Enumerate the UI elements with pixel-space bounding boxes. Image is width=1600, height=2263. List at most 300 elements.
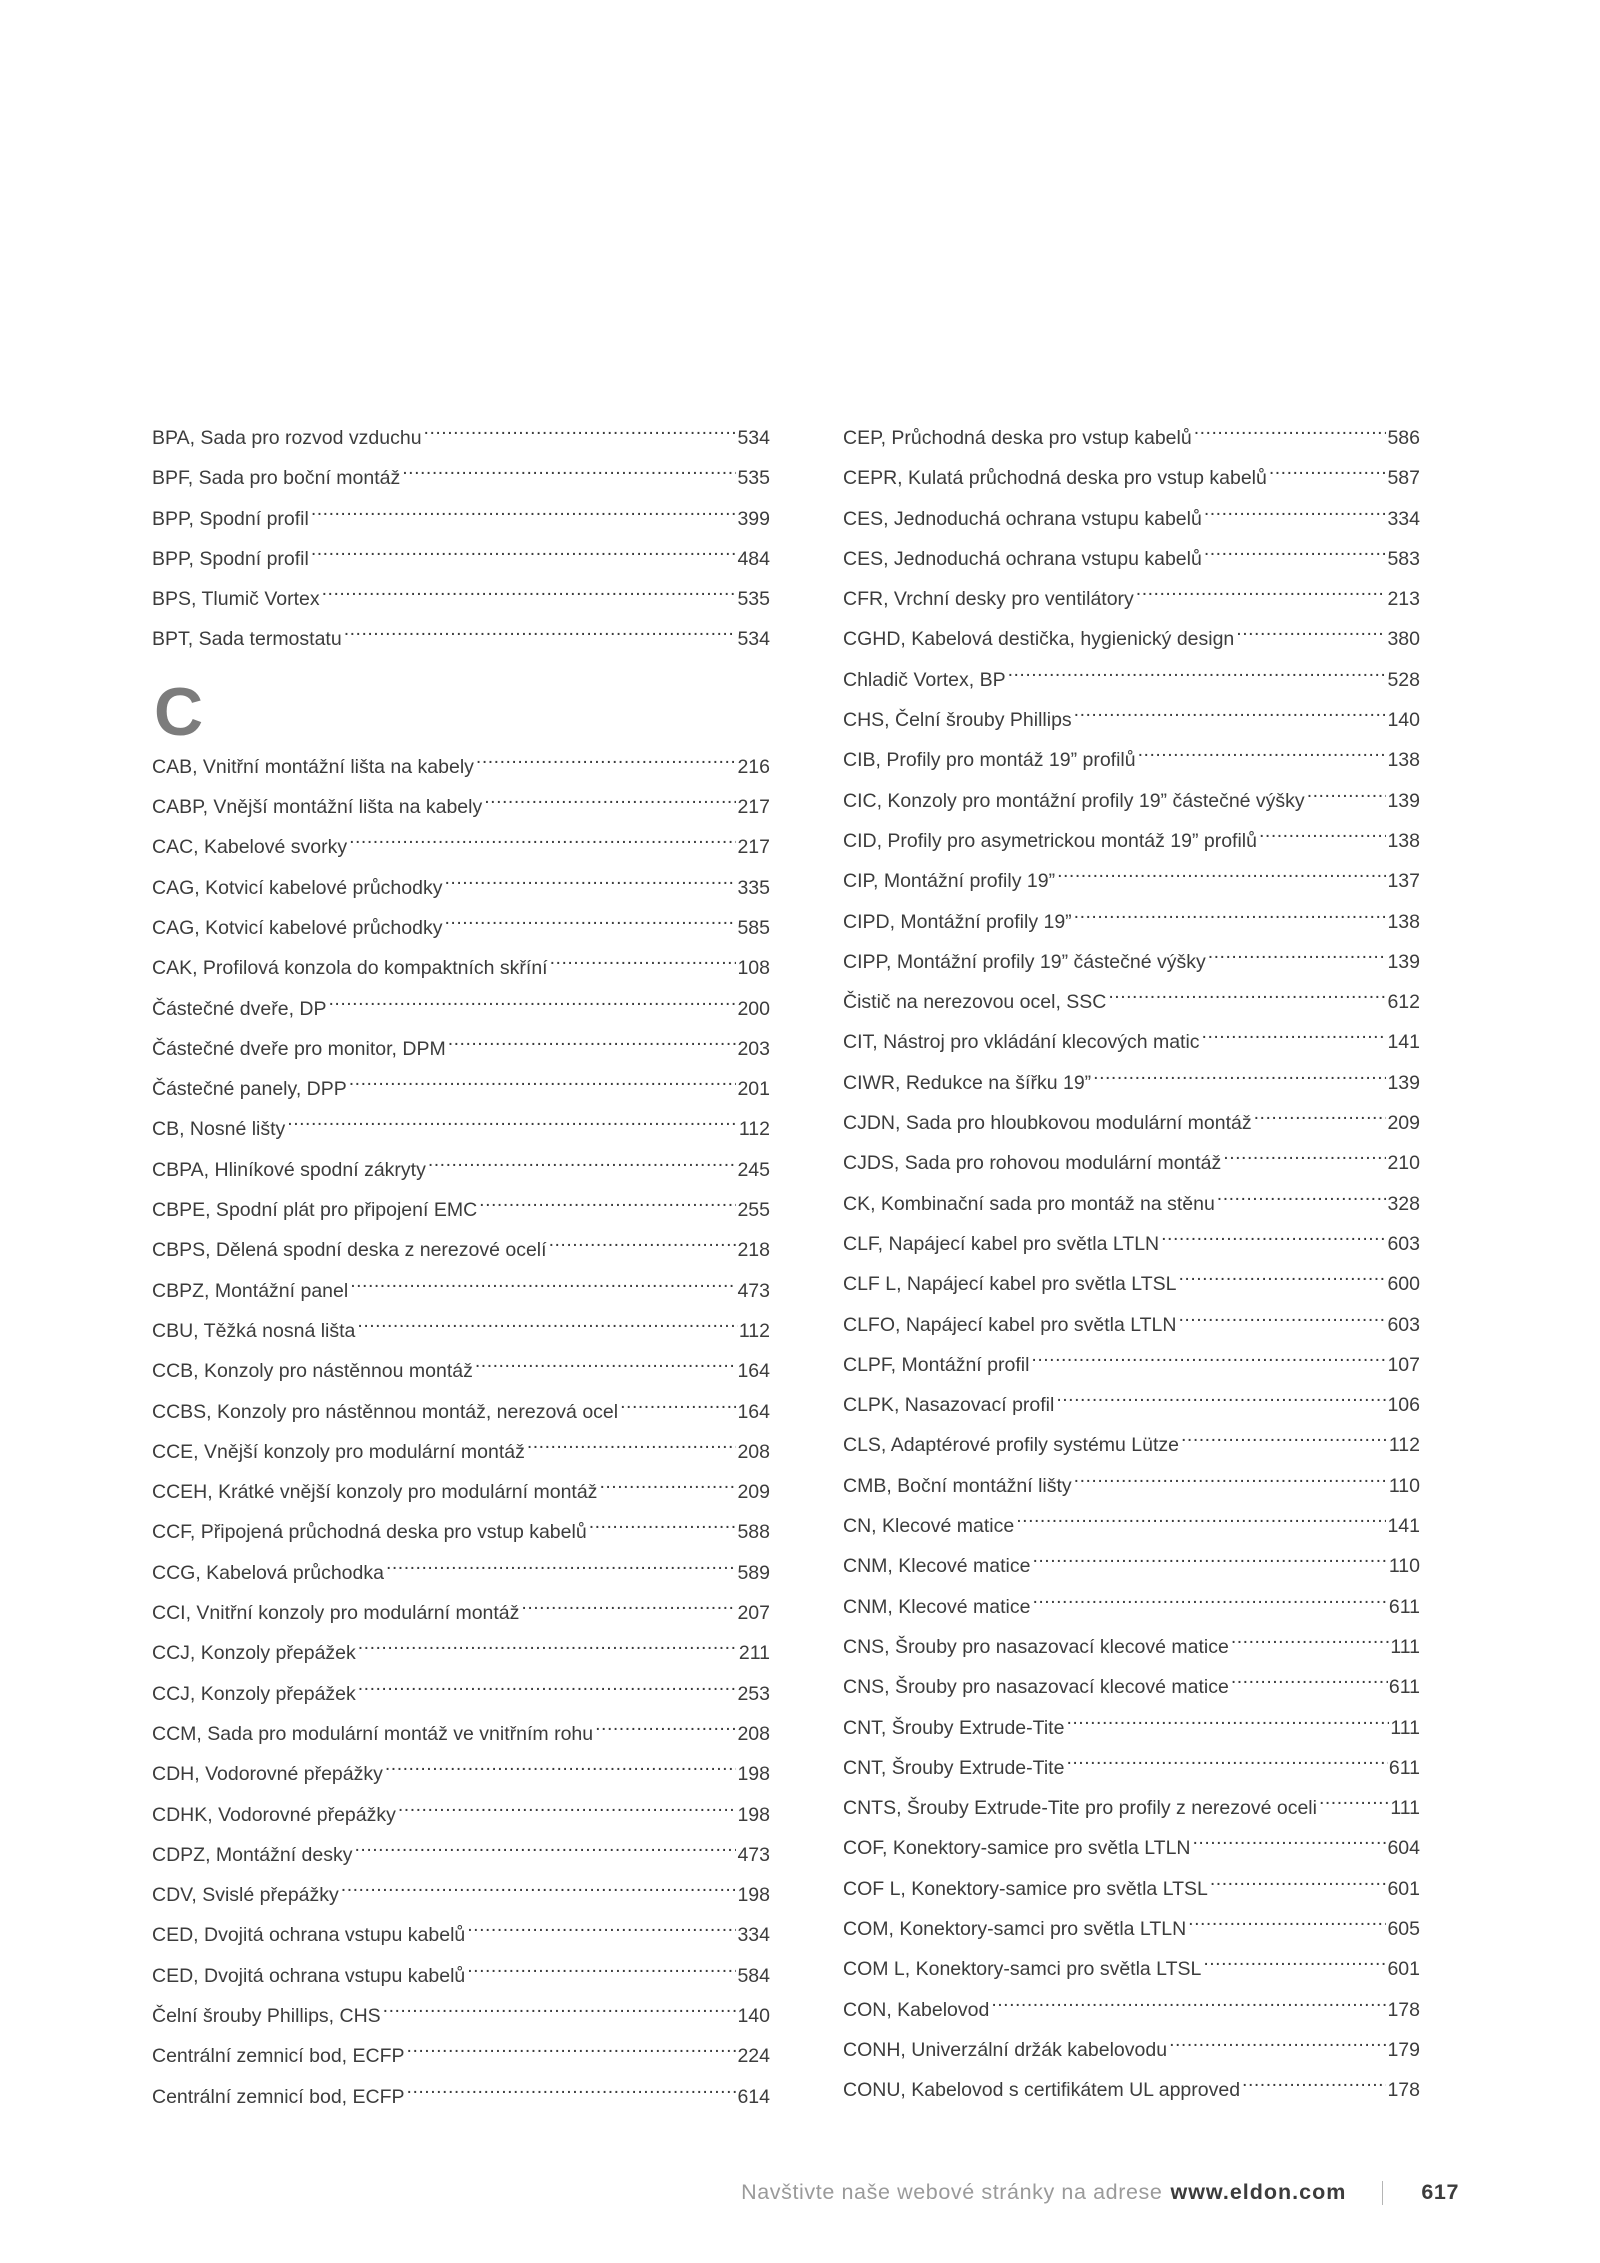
dot-leader [1217,1190,1387,1210]
index-entry [152,1109,770,1149]
index-entry [152,827,770,867]
dot-leader [550,954,737,974]
index-entry-page: 209 [1387,1112,1420,1135]
index-entry-page: 600 [1387,1273,1420,1296]
index-entry-page: 178 [1387,1998,1420,2021]
dot-leader [349,1075,737,1095]
index-entry-name: BPF, Sada pro boční montáž [152,467,401,490]
index-entry [152,1311,770,1351]
index-entry-page: 328 [1387,1192,1420,1215]
dot-leader [1236,625,1386,645]
dot-leader [1231,1633,1390,1653]
dot-leader [311,545,737,565]
index-entry-name: CED, Dvojitá ochrana vstupu kabelů [152,1924,466,1947]
dot-leader [1204,505,1387,525]
dot-leader [448,1035,737,1055]
index-entry-name: CAG, Kotvicí kabelové průchodky [152,876,443,899]
index-entry [152,1553,770,1593]
index-entry [843,1869,1420,1909]
index-entry [152,1230,770,1270]
index-entry-page: 584 [737,1964,770,1987]
index-entry-page: 209 [737,1481,770,1504]
index-entry-page: 473 [737,1843,770,1866]
index-entry [152,2077,770,2117]
dot-leader [444,874,736,894]
dot-leader [1032,1593,1387,1613]
index-entry-name: CBU, Těžká nosná lišta [152,1319,356,1342]
index-entry-page: 164 [737,1360,770,1383]
page-number: 617 [1421,2180,1459,2204]
index-entry-name: CLPF, Montážní profil [843,1353,1030,1376]
index-entry [152,1795,770,1835]
dot-leader [484,793,736,813]
dot-leader [549,1236,737,1256]
dot-leader [1259,827,1386,847]
index-entry [843,1828,1420,1868]
index-entry-name: CNS, Šrouby pro nasazovací klecové matice [843,1635,1229,1658]
index-entry [152,868,770,908]
index-entry [152,1593,770,1633]
index-entry [152,1674,770,1714]
dot-leader [1032,1552,1387,1572]
dot-leader [1223,1149,1386,1169]
index-entry [152,1754,770,1794]
dot-leader [1074,1472,1388,1492]
index-entry [152,1875,770,1915]
index-entry-page: 601 [1387,1958,1420,1981]
index-entry-name: CIC, Konzoly pro montážní profily 19” částečné výšky [843,789,1305,812]
index-entry [152,418,770,458]
footer-divider [1382,2181,1383,2205]
index-entry-name: COM, Konektory-samci pro světla LTLN [843,1917,1187,1940]
index-entry-name: CBPA, Hliníkové spodní zákryty [152,1158,426,1181]
index-entry-name: CCJ, Konzoly přepážek [152,1642,356,1665]
dot-leader [1202,1028,1387,1048]
index-entry-name: CAG, Kotvicí kabelové průchodky [152,916,443,939]
index-entry-name: CCBS, Konzoly pro nástěnnou montáž, nerezová ocel [152,1400,619,1423]
index-entry-page: 399 [737,507,770,530]
index-entry-name: CLPK, Nasazovací profil [843,1394,1055,1417]
index-entry [152,1633,770,1673]
index-entry [152,499,770,539]
index-entry [152,1190,770,1230]
dot-leader [467,1921,736,1941]
index-entry-name: CONH, Univerzální držák kabelovodu [843,2038,1168,2061]
dot-leader [1307,787,1387,807]
index-entry [843,1506,1420,1546]
index-entry-name: CCB, Konzoly pro nástěnnou montáž [152,1360,473,1383]
index-entry-page: 586 [1387,427,1420,449]
dot-leader [1136,585,1387,605]
dot-leader [354,1841,736,1861]
index-entry-name: CES, Jednoduchá ochrana vstupu kabelů [843,547,1202,570]
index-entry-page: 207 [737,1602,770,1625]
index-entry-page: 139 [1387,1071,1420,1094]
dot-leader [1016,1512,1386,1532]
index-entry-name: CNM, Klecové matice [843,1555,1031,1578]
dot-leader [1138,746,1387,766]
index-entry-name: CBPS, Dělená spodní deska z nerezové ocelí [152,1239,547,1262]
index-entry-page: 138 [1387,910,1420,933]
dot-leader [1056,1391,1386,1411]
dot-leader [444,914,736,934]
index-entry-page: 211 [738,1642,770,1665]
index-entry [843,660,1420,700]
index-entry-page: 111 [1390,1797,1420,1820]
index-entry-name: COF, Konektory-samice pro světla LTLN [843,1837,1191,1860]
dot-leader [349,833,736,853]
index-entry [152,1996,770,2036]
index-entry-page: 208 [737,1722,770,1745]
index-entry [843,458,1420,498]
index-entry-name: BPA, Sada pro rozvod vzduchu [152,427,422,449]
index-entry [843,1546,1420,1586]
index-entry-name: CAB, Vnitřní montážní lišta na kabely [152,755,474,778]
dot-leader [329,995,737,1015]
index-entry-name: CIP, Montážní profily 19” [843,870,1056,893]
index-entry [843,1385,1420,1425]
index-entry-page: 164 [737,1400,770,1423]
index-entry-name: CMB, Boční montážní lišty [843,1474,1072,1497]
dot-leader [620,1398,736,1418]
footer-website-link[interactable]: www.eldon.com [1170,2180,1347,2204]
index-entry-page: 334 [737,1924,770,1947]
index-entry-name: CAC, Kabelové svorky [152,836,348,859]
dot-leader [1254,1109,1387,1129]
index-entry [843,1063,1420,1103]
index-entry [152,989,770,1029]
index-entry [152,2036,770,2076]
index-entry-name: CB, Nosné lišty [152,1118,286,1141]
section-letter: C [154,673,204,750]
index-entry-name: BPT, Sada termostatu [152,628,342,651]
index-entry-page: 111 [1390,1635,1420,1658]
index-entry [843,1949,1420,1989]
index-entry-page: 588 [737,1521,770,1544]
dot-leader [1057,867,1386,887]
dot-leader [407,2042,737,2062]
index-entry-name: Centrální zemnicí bod, ECFP [152,2045,405,2068]
index-entry-page: 110 [1388,1555,1420,1578]
dot-leader [287,1115,738,1135]
dot-leader [476,753,737,773]
index-entry [152,1351,770,1391]
dot-leader [358,1680,737,1700]
index-entry-page: 137 [1387,870,1420,893]
index-entry [152,1392,770,1432]
index-entry-page: 178 [1387,2079,1420,2102]
dot-leader [1178,1270,1386,1290]
index-entry-page: 224 [737,2045,770,2068]
dot-leader [402,464,736,484]
index-entry-name: CLS, Adaptérové profily systému Lütze [843,1434,1180,1457]
index-entry-page: 473 [737,1279,770,1302]
dot-leader [1188,1915,1386,1935]
index-column-right [843,418,1420,2110]
index-entry-page: 198 [737,1884,770,1907]
index-entry-name: CNM, Klecové matice [843,1595,1031,1618]
index-entry [843,1103,1420,1143]
index-entry [843,499,1420,539]
index-entry-name: Centrální zemnicí bod, ECFP [152,2085,405,2108]
index-entry [843,619,1420,659]
index-entry [843,1425,1420,1465]
index-entry [843,1022,1420,1062]
index-entry [152,1271,770,1311]
index-entry-page: 603 [1387,1313,1420,1336]
index-entry-name: Částečné panely, DPP [152,1078,347,1101]
index-entry-page: 528 [1387,668,1420,691]
index-entry-page: 203 [737,1037,770,1060]
index-entry [843,1627,1420,1667]
index-entry-page: 111 [1390,1716,1420,1739]
index-entry [843,1708,1420,1748]
index-entry-name: CFR, Vrchní desky pro ventilátory [843,588,1134,611]
index-entry [843,781,1420,821]
index-entry [843,1345,1420,1385]
index-entry-name: CBPZ, Montážní panel [152,1279,349,1302]
index-entry-page: 484 [737,547,770,570]
index-entry-page: 106 [1387,1394,1420,1417]
index-entry-name: Částečné dveře, DP [152,997,327,1020]
index-entry-page: 141 [1387,1515,1420,1538]
index-entry-page: 210 [1387,1152,1420,1175]
dot-leader [595,1720,736,1740]
index-entry-name: CHS, Čelní šrouby Phillips [843,709,1072,732]
dot-leader [1161,1230,1386,1250]
index-entry-page: 213 [1387,588,1420,611]
dot-leader [1269,464,1387,484]
index-entry-page: 198 [737,1763,770,1786]
index-entry [152,908,770,948]
dot-leader [1193,1834,1387,1854]
index-entry-page: 335 [737,876,770,899]
index-entry-page: 535 [737,588,770,611]
dot-leader [341,1881,737,1901]
index-entry-name: CGHD, Kabelová destička, hygienický design [843,628,1235,651]
index-entry-name: CN, Klecové matice [843,1515,1015,1538]
index-entry-page: 110 [1388,1474,1420,1497]
index-entry [843,1305,1420,1345]
index-entry-name: CEP, Průchodná deska pro vstup kabelů [843,427,1192,449]
index-entry-name: BPS, Tlumič Vortex [152,588,320,611]
dot-leader [1031,1351,1386,1371]
index-entry-page: 140 [737,2004,770,2027]
index-entry-name: CDPZ, Montážní desky [152,1843,353,1866]
index-entry-page: 614 [737,2085,770,2108]
index-entry-page: 380 [1387,628,1420,651]
index-entry-page: 208 [737,1440,770,1463]
index-entry [152,1069,770,1109]
index-entry-page: 601 [1387,1877,1420,1900]
dot-leader [385,1760,737,1780]
index-entry-page: 585 [737,916,770,939]
index-entry [843,579,1420,619]
index-entry [152,619,770,659]
index-entry-page: 253 [737,1682,770,1705]
dot-leader [386,1559,736,1579]
index-entry-name: CCM, Sada pro modulární montáž ve vnitřním rohu [152,1722,594,1745]
index-entry-page: 201 [737,1078,770,1101]
index-entry-name: CCE, Vnější konzoly pro modulární montáž [152,1440,525,1463]
dot-leader [1066,1714,1389,1734]
index-entry-name: CID, Profily pro asymetrickou montáž 19” profilů [843,829,1257,852]
index-entry [152,1029,770,1069]
index-entry-name: Částečné dveře pro monitor, DPM [152,1037,446,1060]
index-entry-page: 245 [737,1158,770,1181]
index-entry-name: CDV, Svislé přepážky [152,1884,339,1907]
dot-leader [527,1438,737,1458]
dot-leader [407,2083,737,2103]
index-entry [843,942,1420,982]
dot-leader [1203,1955,1386,1975]
index-entry [152,458,770,498]
index-entry-page: 217 [737,836,770,859]
index-entry-name: CNTS, Šrouby Extrude-Tite pro profily z nerezové oceli [843,1797,1317,1820]
dot-leader [1231,1673,1388,1693]
index-entry [152,1835,770,1875]
index-entry-page: 139 [1387,950,1420,973]
index-entry-name: CK, Kombinační sada pro montáž na stěnu [843,1192,1215,1215]
index-entry-name: CJDN, Sada pro hloubkovou modulární montáž [843,1112,1252,1135]
index-entry-page: 535 [737,467,770,490]
index-entry-page: 255 [737,1199,770,1222]
index-entry-page: 612 [1387,991,1420,1014]
index-entry-name: CAK, Profilová konzola do kompaktních skříní [152,957,548,980]
index-entry [843,902,1420,942]
index-entry [152,747,770,787]
dot-leader [1194,424,1387,444]
dot-leader [467,1962,736,1982]
index-entry-page: 534 [737,628,770,651]
dot-leader [1074,706,1387,726]
index-entry-name: CCI, Vnitřní konzoly pro modulární montáž [152,1602,520,1625]
index-entry-page: 108 [737,957,770,980]
index-entry-name: CIB, Profily pro montáž 19” profilů [843,749,1136,772]
index-entry [843,861,1420,901]
dot-leader [424,424,737,444]
index-entry [843,1788,1420,1828]
index-entry-name: BPP, Spodní profil [152,507,309,530]
index-entry-name: CABP, Vnější montážní lišta na kabely [152,796,483,819]
index-entry-page: 112 [738,1118,770,1141]
dot-leader [358,1639,738,1659]
footer-text: Navštivte naše webové stránky na adrese [741,2180,1163,2204]
dot-leader [398,1801,737,1821]
index-entry-name: CCF, Připojená průchodná deska pro vstup kabelů [152,1521,587,1544]
index-entry [152,1956,770,1996]
index-entry-page: 216 [737,755,770,778]
index-entry-page: 604 [1387,1837,1420,1860]
index-entry-page: 198 [737,1803,770,1826]
index-entry-page: 200 [737,997,770,1020]
index-entry-page: 107 [1387,1353,1420,1376]
index-entry [152,1915,770,1955]
dot-leader [383,2002,737,2022]
index-entry-name: Chladič Vortex, BP [843,668,1006,691]
index-entry [843,2030,1420,2070]
index-entry-name: CES, Jednoduchá ochrana vstupu kabelů [843,507,1202,530]
index-entry-page: 112 [1388,1434,1420,1457]
index-entry-name: CNT, Šrouby Extrude-Tite [843,1716,1065,1739]
dot-leader [1181,1431,1388,1451]
index-entry-name: CLFO, Napájecí kabel pro světla LTLN [843,1313,1177,1336]
index-entry-page: 139 [1387,789,1420,812]
index-entry [152,1432,770,1472]
index-entry-page: 611 [1388,1595,1420,1618]
index-entry-page: 603 [1387,1232,1420,1255]
index-entry [152,787,770,827]
index-entry [843,740,1420,780]
index-entry-name: Čelní šrouby Phillips, CHS [152,2004,381,2027]
dot-leader [322,585,737,605]
dot-leader [1242,2076,1386,2096]
index-entry [843,821,1420,861]
dot-leader [475,1357,737,1377]
index-entry-name: CLF L, Napájecí kabel pro světla LTSL [843,1273,1177,1296]
dot-leader [1074,908,1387,928]
index-entry [152,579,770,619]
index-entry [843,1990,1420,2030]
index-entry-page: 587 [1387,467,1420,490]
dot-leader [1208,948,1387,968]
index-entry [843,1748,1420,1788]
dot-leader [479,1196,736,1216]
index-entry-page: 611 [1388,1756,1420,1779]
index-entry [843,539,1420,579]
index-entry [152,1150,770,1190]
dot-leader [991,1996,1386,2016]
index-entry [152,1512,770,1552]
index-entry-page: 334 [1387,507,1420,530]
dot-leader [1066,1754,1387,1774]
index-entry [843,1667,1420,1707]
index-entry [843,1466,1420,1506]
index-entry-name: CIPD, Montážní profily 19” [843,910,1072,933]
index-entry-name: CIWR, Redukce na šířku 19” [843,1071,1092,1094]
index-entry-page: 605 [1387,1917,1420,1940]
index-entry-name: CCJ, Konzoly přepážek [152,1682,356,1705]
dot-leader [1108,988,1386,1008]
index-entry-page: 589 [737,1561,770,1584]
index-entry-name: CJDS, Sada pro rohovou modulární montáž [843,1152,1222,1175]
index-entry [152,1472,770,1512]
index-entry-name: CIT, Nástroj pro vkládání klecových matic [843,1031,1200,1054]
index-entry-page: 217 [737,796,770,819]
index-entry [843,1909,1420,1949]
index-entry [843,1264,1420,1304]
index-entry-name: CCEH, Krátké vnější konzoly pro modulární montáž [152,1481,598,1504]
index-entry-page: 138 [1387,749,1420,772]
dot-leader [1169,2036,1386,2056]
index-entry-page: 140 [1387,709,1420,732]
index-entry-name: BPP, Spodní profil [152,547,309,570]
dot-leader [311,505,737,525]
index-entry-name: CEPR, Kulatá průchodná deska pro vstup kabelů [843,467,1267,490]
index-entry [152,1714,770,1754]
index-entry-name: COF L, Konektory-samice pro světla LTSL [843,1877,1208,1900]
index-entry-page: 583 [1387,547,1420,570]
index-entry-page: 138 [1387,829,1420,852]
index-entry-name: CED, Dvojitá ochrana vstupu kabelů [152,1964,466,1987]
index-entry-page: 141 [1387,1031,1420,1054]
index-entry-page: 112 [738,1319,770,1342]
dot-leader [521,1599,736,1619]
index-entry-page: 179 [1387,2038,1420,2061]
dot-leader [428,1156,737,1176]
dot-leader [357,1317,738,1337]
dot-leader [1093,1069,1386,1089]
